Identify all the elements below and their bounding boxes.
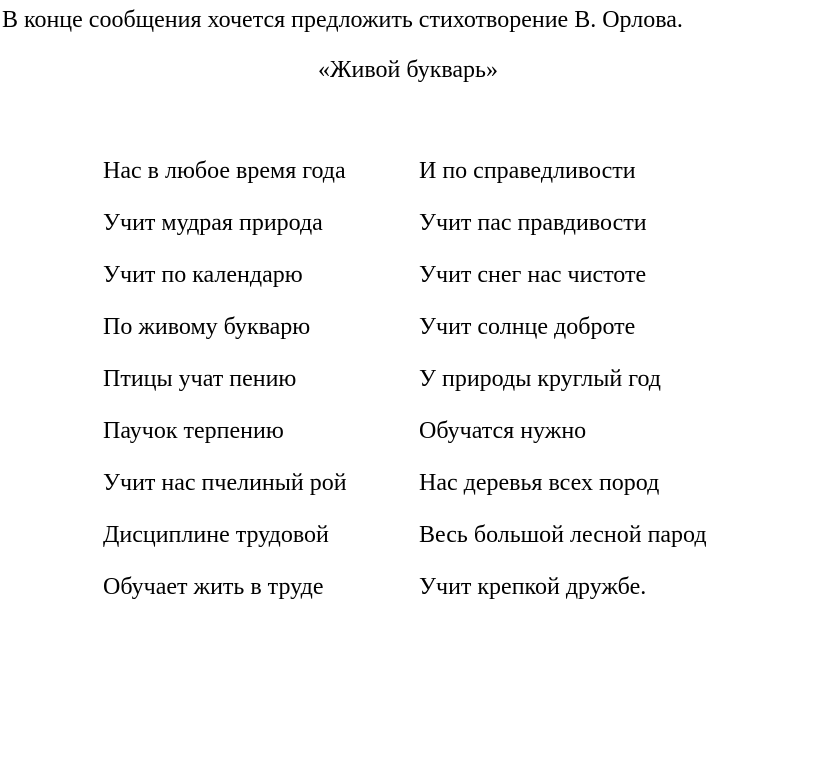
poem-line: Учит солнце доброте — [419, 314, 636, 340]
poem-line: Паучок терпению — [103, 418, 284, 444]
poem-line: Дисциплине трудовой — [103, 522, 329, 548]
poem-line: Обучатся нужно — [419, 418, 587, 444]
intro-text: В конце сообщения хочется предложить стихотворение В. Орлова. — [2, 7, 683, 33]
poem-line: Учит пас правдивости — [419, 210, 647, 236]
poem-line: Обучает жить в труде — [103, 574, 324, 600]
poem-column-left — [103, 157, 347, 625]
poem-line: Нас деревья всех пород — [419, 470, 660, 496]
poem-line: По живому букварю — [103, 314, 311, 340]
poem-line: Нас в любое время года — [103, 158, 346, 184]
poem-line: Весь большой лесной парод — [419, 522, 707, 548]
poem-line: У природы круглый год — [419, 366, 662, 392]
poem-line: Учит мудрая природа — [103, 210, 323, 236]
poem-line: Учит снег нас чистоте — [419, 262, 647, 288]
poem-line: Птицы учат пению — [103, 366, 297, 392]
poem-line: Учит нас пчелиный рой — [103, 470, 347, 496]
poem-title: «Живой букварь» — [318, 57, 498, 83]
poem-line: Учит по календарю — [103, 262, 303, 288]
poem-line: И по справедливости — [419, 158, 636, 184]
poem-column-right — [419, 157, 707, 625]
poem-line: Учит крепкой дружбе. — [419, 574, 647, 600]
